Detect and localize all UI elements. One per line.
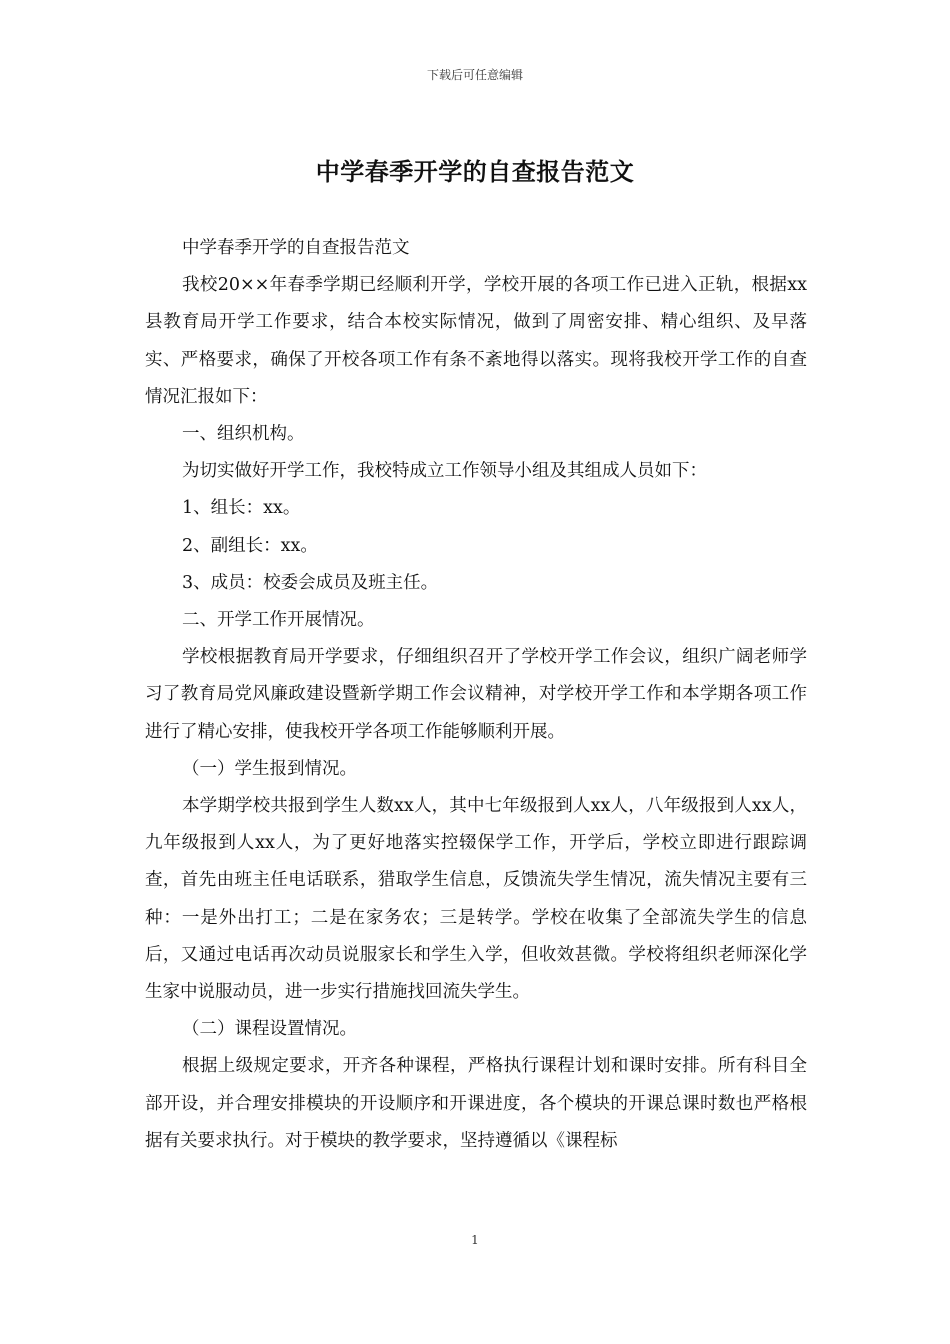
document-title: 中学春季开学的自查报告范文 — [315, 158, 635, 186]
list-item-deputy-leader: 2、副组长：xx。 — [182, 535, 318, 556]
list-item-members: 3、成员：校委会成员及班主任。 — [182, 572, 439, 593]
subsection-heading-courses: （二）课程设置情况。 — [182, 1019, 357, 1040]
section-heading-organization: 一、组织机构。 — [182, 424, 305, 445]
paragraph-work: 学校根据教育局开学要求，仔细组织召开了学校开学工作会议，组织广阔老师学习了教育局党风廉政建设暨新学期工作会议精神，对学校开学工作和本学期各项工作进行了精心安排，使我校开学各项工作能够顺利开展。 — [145, 647, 807, 742]
page-number: 1 — [471, 1233, 479, 1247]
section-heading-work: 二、开学工作开展情况。 — [182, 610, 375, 631]
paragraph-intro: 我校20××年春季学期已经顺利开学，学校开展的各项工作已进入正轨，根据xx县教育局开学工作要求，结合本校实际情况，做到了周密安排、精心组织、及早落实、严格要求，确保了开校各项工作有条不紊地得以落实。现将我校开学工作的自查情况汇报如下： — [145, 275, 807, 407]
header-note: 下载后可任意编辑 — [426, 68, 523, 82]
subsection-heading-students: （一）学生报到情况。 — [182, 758, 357, 779]
paragraph-subtitle: 中学春季开学的自查报告范文 — [182, 238, 410, 258]
paragraph-courses: 根据上级规定要求，开齐各种课程，严格执行课程计划和课时安排。所有科目全部开设，并合理安排模块的开设顺序和开课进度，各个模块的开课总课时数也严格根据有关要求执行。对于模块的教学要求，坚持遵循以《课程标 — [145, 1056, 807, 1151]
list-item-leader: 1、组长：xx。 — [182, 498, 301, 519]
document-body — [145, 230, 807, 1160]
paragraph-organization: 为切实做好开学工作，我校特成立工作领导小组及其组成人员如下： — [182, 461, 707, 482]
paragraph-students: 本学期学校共报到学生人数xx人，其中七年级报到人xx人，八年级报到人xx人，九年级报到人xx人，为了更好地落实控辍保学工作，开学后，学校立即进行跟踪调查，首先由班主任电话联系，猎取学生信息，反馈流失学生情况，流失情况主要有三种：一是外出打工；二是在家务农；三是转学。学校在收集了全部流失学生的信息后，又通过电话再次动员说服家长和学生入学，但收效甚微。学校将组织老师深化学生家中说服动员，进一步实行措施找回流失学生。 — [145, 796, 807, 1003]
